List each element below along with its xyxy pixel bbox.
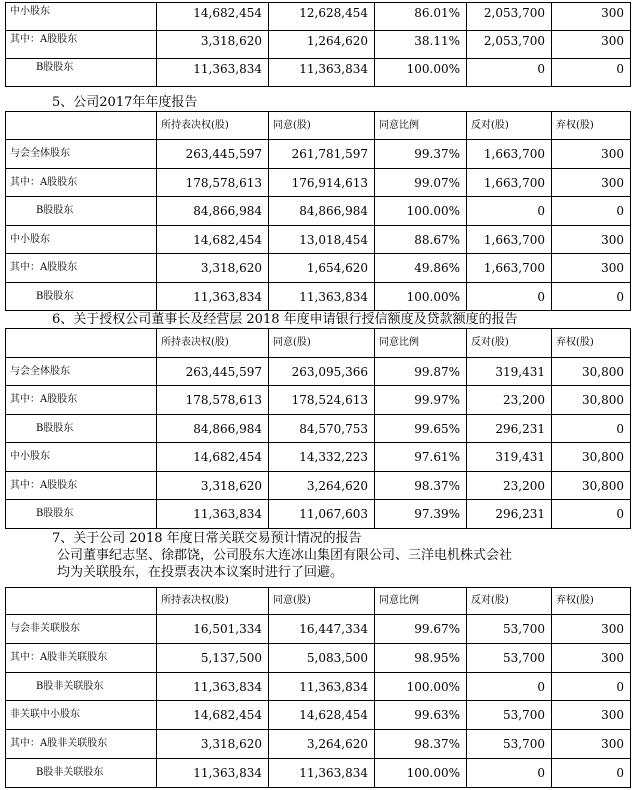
value-cell: 0 [552,500,631,529]
table-row [6,59,631,87]
table-header-cell: 同意比例 [375,112,467,140]
value-cell: 3,318,620 [157,730,269,759]
table-header-cell: 反对(股) [467,329,552,358]
row-label: B股非关联股东 [6,759,157,788]
value-cell: 97.39% [375,500,467,529]
table-header-cell: 反对(股) [467,588,552,615]
table-row [6,500,631,529]
value-cell: 11,363,834 [157,283,269,311]
value-cell: 30,800 [552,443,631,472]
value-cell: 100.00% [375,283,467,311]
row-label: 其中：A股非关联股东 [6,644,157,673]
row-label: B股股东 [6,500,157,529]
table-header-row [6,588,631,615]
value-cell: 11,363,834 [157,759,269,788]
value-cell: 5,137,500 [157,644,269,673]
value-cell: 88.67% [375,226,467,254]
value-cell: 1,663,700 [467,226,552,254]
value-cell: 263,445,597 [157,358,269,386]
value-cell: 100.00% [375,673,467,701]
value-cell: 99.37% [375,140,467,169]
value-cell: 16,501,334 [157,615,269,644]
table-7-body [6,588,631,788]
value-cell: 11,067,603 [269,500,375,529]
row-label: B股股东 [6,415,157,443]
section-7-heading: 7、关于公司 2018 年度日常关联交易预计情况的报告 [52,531,362,546]
value-cell: 178,578,613 [157,386,269,415]
value-cell: 319,431 [467,358,552,386]
value-cell: 300 [552,615,631,644]
table-0 [5,2,631,87]
value-cell: 0 [552,673,631,701]
table-header-cell: 同意比例 [375,588,467,615]
value-cell: 3,318,620 [157,472,269,500]
value-cell: 23,200 [467,472,552,500]
table-header-cell [6,329,157,358]
value-cell: 11,363,834 [269,759,375,788]
value-cell: 261,781,597 [269,140,375,169]
value-cell: 30,800 [552,472,631,500]
row-label: 与会全体股东 [6,140,157,169]
table-header-cell: 弃权(股) [552,329,631,358]
row-label: B股非关联股东 [6,673,157,701]
table-header-row [6,112,631,140]
row-label: B股股东 [6,59,157,87]
section-7-note-line2: 均为关联股东，在投票表决本议案时进行了回避。 [57,565,344,580]
value-cell: 12,628,454 [269,3,375,31]
value-cell: 2,053,700 [467,31,552,59]
table-header-cell: 所持表决权(股) [157,329,269,358]
value-cell: 3,264,620 [269,730,375,759]
table-header-row [6,329,631,358]
table-row [6,673,631,701]
value-cell: 3,318,620 [157,254,269,283]
section-6-heading: 6、关于授权公司董事长及经营层 2018 年度申请银行授信额度及贷款额度的报告 [52,312,518,327]
value-cell: 263,445,597 [157,140,269,169]
value-cell: 3,318,620 [157,31,269,59]
value-cell: 300 [552,254,631,283]
table-row [6,3,631,31]
value-cell: 0 [467,759,552,788]
value-cell: 0 [467,59,552,87]
value-cell: 49.86% [375,254,467,283]
value-cell: 99.97% [375,386,467,415]
value-cell: 176,914,613 [269,169,375,197]
value-cell: 300 [552,31,631,59]
value-cell: 16,447,334 [269,615,375,644]
table-row [6,283,631,311]
table-row [6,169,631,197]
table-row [6,197,631,226]
value-cell: 97.61% [375,443,467,472]
value-cell: 300 [552,730,631,759]
value-cell: 178,524,613 [269,386,375,415]
value-cell: 11,363,834 [157,673,269,701]
row-label: 中小股东 [6,443,157,472]
row-label: B股股东 [6,283,157,311]
row-label: 其中：A股股东 [6,254,157,283]
value-cell: 11,363,834 [157,500,269,529]
value-cell: 0 [552,197,631,226]
value-cell: 5,083,500 [269,644,375,673]
table-5 [5,111,631,311]
table-row [6,443,631,472]
table-header-cell: 所持表决权(股) [157,588,269,615]
value-cell: 0 [552,759,631,788]
row-label: 中小股东 [6,226,157,254]
value-cell: 99.65% [375,415,467,443]
table-header-cell: 所持表决权(股) [157,112,269,140]
row-label: 非关联中小股东 [6,701,157,730]
value-cell: 1,654,620 [269,254,375,283]
table-header-cell: 同意(股) [269,112,375,140]
value-cell: 0 [467,673,552,701]
value-cell: 84,866,984 [157,197,269,226]
table-row [6,31,631,59]
table-row [6,140,631,169]
value-cell: 30,800 [552,358,631,386]
value-cell: 1,663,700 [467,254,552,283]
table-0-body [6,3,631,87]
section-5-heading: 5、公司2017年年度报告 [52,95,198,110]
value-cell: 1,264,620 [269,31,375,59]
table-header-cell [6,588,157,615]
value-cell: 98.95% [375,644,467,673]
value-cell: 300 [552,701,631,730]
value-cell: 11,363,834 [269,283,375,311]
value-cell: 99.67% [375,615,467,644]
value-cell: 296,231 [467,500,552,529]
value-cell: 84,866,984 [157,415,269,443]
table-row [6,254,631,283]
value-cell: 98.37% [375,730,467,759]
value-cell: 53,700 [467,615,552,644]
row-label: 其中：A股非关联股东 [6,730,157,759]
value-cell: 100.00% [375,759,467,788]
row-label: 其中：A股股东 [6,386,157,415]
value-cell: 1,663,700 [467,169,552,197]
value-cell: 100.00% [375,59,467,87]
table-6-body [6,329,631,529]
table-row [6,386,631,415]
value-cell: 14,332,223 [269,443,375,472]
row-label: 其中：A股股东 [6,472,157,500]
value-cell: 300 [552,3,631,31]
value-cell: 14,682,454 [157,3,269,31]
value-cell: 14,628,454 [269,701,375,730]
table-row [6,759,631,788]
value-cell: 14,682,454 [157,443,269,472]
table-header-cell: 弃权(股) [552,588,631,615]
table-header-cell: 弃权(股) [552,112,631,140]
value-cell: 53,700 [467,701,552,730]
value-cell: 11,363,834 [269,673,375,701]
value-cell: 0 [467,197,552,226]
value-cell: 263,095,366 [269,358,375,386]
value-cell: 300 [552,169,631,197]
row-label: 中小股东 [6,3,157,31]
value-cell: 23,200 [467,386,552,415]
value-cell: 11,363,834 [157,59,269,87]
value-cell: 99.63% [375,701,467,730]
value-cell: 300 [552,226,631,254]
row-label: 其中：A股股东 [6,169,157,197]
value-cell: 98.37% [375,472,467,500]
table-row [6,415,631,443]
table-header-cell: 同意比例 [375,329,467,358]
section-7-note-line1: 公司董事纪志坚、徐郡饶，公司股东大连冰山集团有限公司、三洋电机株式会社 [57,548,513,563]
table-6 [5,328,631,529]
table-row [6,701,631,730]
value-cell: 2,053,700 [467,3,552,31]
value-cell: 38.11% [375,31,467,59]
table-header-cell: 同意(股) [269,588,375,615]
value-cell: 1,663,700 [467,140,552,169]
table-7 [5,587,631,788]
table-row [6,644,631,673]
value-cell: 319,431 [467,443,552,472]
value-cell: 53,700 [467,644,552,673]
table-5-body [6,112,631,311]
value-cell: 53,700 [467,730,552,759]
table-row [6,226,631,254]
value-cell: 84,570,753 [269,415,375,443]
row-label: 与会非关联股东 [6,615,157,644]
value-cell: 14,682,454 [157,701,269,730]
table-row [6,615,631,644]
value-cell: 178,578,613 [157,169,269,197]
table-row [6,472,631,500]
value-cell: 84,866,984 [269,197,375,226]
table-header-cell: 同意(股) [269,329,375,358]
value-cell: 14,682,454 [157,226,269,254]
table-row [6,358,631,386]
value-cell: 30,800 [552,386,631,415]
row-label: 与会全体股东 [6,358,157,386]
value-cell: 0 [552,283,631,311]
value-cell: 11,363,834 [269,59,375,87]
table-row [6,730,631,759]
value-cell: 0 [552,415,631,443]
value-cell: 99.07% [375,169,467,197]
value-cell: 100.00% [375,197,467,226]
row-label: 其中：A股股东 [6,31,157,59]
value-cell: 300 [552,140,631,169]
value-cell: 3,264,620 [269,472,375,500]
row-label: B股股东 [6,197,157,226]
table-header-cell [6,112,157,140]
value-cell: 0 [552,59,631,87]
table-header-cell: 反对(股) [467,112,552,140]
value-cell: 296,231 [467,415,552,443]
value-cell: 0 [467,283,552,311]
value-cell: 99.87% [375,358,467,386]
value-cell: 86.01% [375,3,467,31]
value-cell: 300 [552,644,631,673]
value-cell: 13,018,454 [269,226,375,254]
